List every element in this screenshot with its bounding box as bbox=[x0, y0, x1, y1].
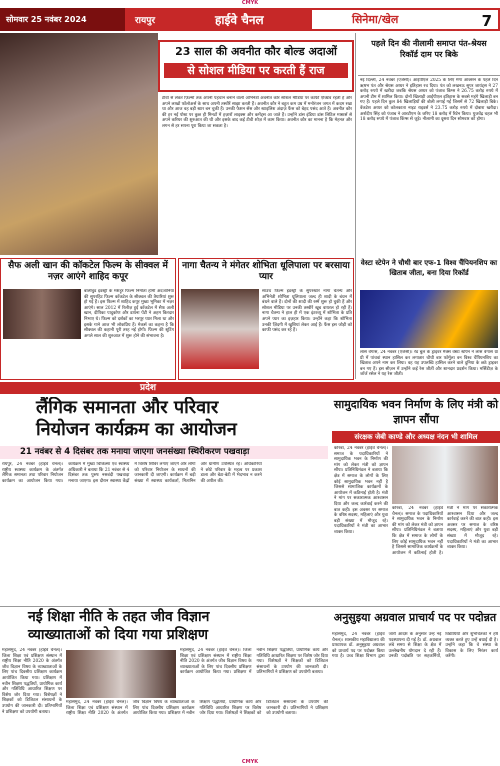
shiksha-body-col3: महासमुंद, 24 नवंबर (हाईवे चैनल)। जिला शिक्षा एवं प्रशिक्षण संस्थान में राष्ट्रीय शिक्षा नीति 2020 के अंतर्गत जीव विज्ञान विषय के व्याख्याताओं के लिए पांच दिवसीय प्रशिक्षण कार्यक्रम आयोजित किया गया। प्रशिक्षण में नवीन शिक्षण पद्धतियों, प्रायोगिक कार्य और गतिविधि आधारित शिक्षण पर विशेष जोर दिया गया। विशेषज्ञों ने शिक्षकों को डिजिटल संसाधनों के उपयोग की जानकारी दी। प्रतिभागियों ने प्रशिक्षण को उपयोगी बताया। bbox=[180, 648, 328, 676]
shiksha-headline-line1: नई शिक्षा नीति के तहत जीव विज्ञान bbox=[28, 609, 210, 625]
page-number: 7 bbox=[481, 12, 492, 30]
lead-body: टीवी से लेकर फ़िल्मों तक अपनी पहचान बनाने वाली अभिनेत्री अवनीत कौर सोशल मीडिया पर काफी एक्टिव रहती हैं और अपने लाखों फॉलोअर्स के साथ अपनी तस्वीरें साझा करती हैं। अवनीत कौर ने बहुत कम उम्र में मनोरंजन जगत में कदम रखा था और आज वह बड़ी स्टार बन चुकी हैं। उनकी फैशन सेंस और स्टाइलिश अंदाज़ फैंस को बेहद पसंद आते हैं। अवनीत कौर की हर नई पोस्ट पर कुछ ही मिनटों में हज़ारों लाइक्स और कमेंट्स आ जाते हैं। उन्होंने डांस इंडिया डांस लिटिल मास्टर्स से अपने करियर की शुरुआत की थी और इसके बाद कई टीवी शोज़ में काम किया। अवनीत कौर का मानना है कि मेहनत और लगन से हर सपना पूरा किया जा सकता है। bbox=[162, 96, 352, 129]
lead-headline-line2: से सोशल मीडिया पर करती हैं राज bbox=[164, 63, 348, 78]
saif-headline: सैफ अली खान की कॉकटेल फिल्म के सीक्वल में नज़र आएंगे शाहिद कपूर bbox=[8, 261, 168, 282]
f1-photo bbox=[360, 290, 498, 348]
section-logo: हाईवे चैनल bbox=[215, 13, 264, 27]
section-band: प्रदेश bbox=[0, 382, 500, 394]
cmyk-bottom: CMYK bbox=[241, 759, 259, 765]
saif-body: बॉलीवुड इंडस्ट्री के मशहूर फिल्म निर्माता होमी अदजानिया की सुपरहिट फिल्म कॉकटेल के सीक्वल की तैयारियां शुरू हो गई हैं। इस फिल्म में शाहिद कपूर मुख्य भूमिका में नज़र आएंगे। साल 2012 में रिलीज़ हुई कॉकटेल में सैफ अली खान, दीपिका पादुकोण और डायना पेंटी ने अहम किरदार निभाए थे। फिल्म को दर्शकों का भरपूर प्यार मिला था और इसके गाने आज भी लोकप्रिय हैं। मेकर्स का कहना है कि सीक्वल की कहानी पूरी तरह नई होगी। फिल्म की शूटिंग अगले साल की शुरुआत में शुरू होने की संभावना है। bbox=[84, 289, 174, 339]
f1-body: लास वेगास, 24 नवंबर (एजेंसी)। रेड बुल के ड्राइवर मैक्स वेस्टा स्टेपेन ने लास वेगास ग्रां प्री में पांचवां स्थान हासिल कर लगातार चौथी बार फॉर्मूला वन विश्व चैंपियनशिप का खिताब अपने नाम कर लिया। वह यह उपलब्धि हासिल करने वाले दुनिया के छठे ड्राइवर बन गए हैं। इस सीज़न में उन्होंने कई रेस जीतीं और शानदार प्रदर्शन किया। मर्सिडीज़ के जॉर्ज रसेल ने यह रेस जीती। bbox=[360, 350, 498, 378]
shiksha-headline bbox=[0, 608, 330, 646]
gender-headline-line2: नियोजन कार्यक्रम का आयोजन bbox=[36, 419, 237, 440]
saif-photo bbox=[3, 289, 81, 339]
column-rule bbox=[355, 33, 356, 379]
section-divider bbox=[0, 606, 500, 607]
ipl-body: नई दिल्ली, 24 नवंबर (एजेंसी)। आईपीएल 2025 के लिए मेगा ऑक्शन के पहले दिन ऋषभ पंत और श्रेयस अय्यर ने इतिहास रच दिया। पंत को लखनऊ सुपर जायंट्स ने 27 करोड़ रुपये में खरीदा जबकि श्रेयस अय्यर को पंजाब किंग्स ने 26.75 करोड़ रुपये में अपनी टीम में शामिल किया। दोनों खिलाड़ी आईपीएल इतिहास के सबसे महंगे खिलाड़ी बन गए हैं। पहले दिन कुल 84 खिलाड़ियों की बोली लगाई गई जिसमें से 72 खिलाड़ी बिके। वेंकटेश अय्यर को कोलकाता नाइट राइडर्स ने 23.75 करोड़ रुपये में दोबारा खरीदा। अर्शदीप सिंह को पंजाब ने आरटीएम के जरिए 18 करोड़ में रिटेन किया। युजवेंद्र चहल भी 18 करोड़ रुपये में पंजाब किंग्स से जुड़े। नीलामी का दूसरा दिन सोमवार को होगा। bbox=[360, 78, 498, 123]
naga-photo bbox=[181, 289, 259, 369]
naga-box bbox=[178, 258, 354, 380]
lead-headline bbox=[158, 40, 354, 92]
samudayik-photo bbox=[392, 446, 498, 504]
lead-headline-line1: 23 साल की अवनीत कौर बोल्ड अदाओं bbox=[175, 45, 337, 58]
gender-body: रायपुर, 24 नवंबर (हाईवे चैनल)। राष्ट्रीय स्वास्थ्य कार्यक्रम के अंतर्गत लैंगिक समानता तथा परिवार नियोजन कार्यक्रम का आयोजन किया गया। कार्यक्रम में मुख्य चिकित्सा एवं स्वास्थ्य अधिकारी ने बताया कि 21 नवंबर से 4 दिसंबर तक पुरुष नसबंदी पखवाड़ा मनाया जाएगा। इस दौरान स्वास्थ्य केंद्रों में विशेष शिविर लगाए जाएंगे और लोगों को परिवार नियोजन के साधनों की जानकारी दी जाएगी। कार्यक्रम में बड़ी संख्या में स्वास्थ्य कार्यकर्ता, मितानिन और ग्रामीण उपस्थित रहे। अधिकारियों ने छोटे परिवार के महत्व पर प्रकाश डाला और बेटा-बेटी में भेदभाव न करने की अपील की। bbox=[2, 462, 262, 484]
naga-headline: नागा चैतन्य ने मंगेतर शोभिता धूलिपाला पर बरसाया प्यार bbox=[182, 261, 350, 282]
shiksha-headline-line2: व्याख्याताओं को दिया गया प्रशिक्षण bbox=[28, 627, 208, 643]
cmyk-top: CMYK bbox=[241, 0, 259, 6]
gender-headline-line1: लैंगिक समानता और परिवार bbox=[36, 397, 219, 418]
city-name: रायपुर bbox=[135, 16, 156, 26]
naga-body: साउथ फिल्म इंडस्ट्री के सुपरस्टार नागा चैतन्य और अभिनेत्री शोभिता धूलिपाला जल्द ही शादी के बंधन में बंधने वाले हैं। दोनों की शादी की रस्में शुरू हो चुकी हैं और सोशल मीडिया पर उनकी तस्वीरें खूब वायरल हो रही हैं। नागा चैतन्य ने हाल ही में एक इंटरव्यू में शोभिता के प्रति अपने प्यार का इज़हार किया। उन्होंने कहा कि शोभिता उनकी ज़िंदगी में खुशियां लेकर आई हैं। फैंस इस जोड़ी को काफी पसंद कर रहे हैं। bbox=[262, 289, 352, 334]
shiksha-body-col2: महासमुंद, 24 नवंबर (हाईवे चैनल)। जिला शिक्षा एवं प्रशिक्षण संस्थान में राष्ट्रीय शिक्षा नीति 2020 के अंतर्गत जीव विज्ञान विषय के व्याख्याताओं के लिए पांच दिवसीय प्रशिक्षण कार्यक्रम आयोजित किया गया। प्रशिक्षण में नवीन शिक्षण पद्धतियों, प्रायोगिक कार्य और गतिविधि आधारित शिक्षण पर विशेष जोर दिया गया। विशेषज्ञों ने शिक्षकों को डिजिटल संसाधनों के उपयोग की जानकारी दी। प्रतिभागियों ने प्रशिक्षण को उपयोगी बताया। bbox=[66, 700, 328, 717]
samudayik-headline: सामुदायिक भवन निर्माण के लिए मंत्री को ज्ञापन सौंपा bbox=[333, 398, 499, 426]
f1-headline: वेस्टा स्टेपेन ने चौथी बार एफ-1 विश्व चैंपियनशिप का खिताब जीता, बना दिया रिकॉर्ड bbox=[360, 259, 498, 277]
issue-date: सोमवार 25 नवंबर 2024 bbox=[0, 8, 125, 31]
masthead bbox=[0, 8, 500, 31]
anusuiya-body: महासमुंद, 24 नवंबर (हाईवे चैनल)। शासकीय महाविद्यालय की प्राध्यापक डॉ. अनुसुइया अग्रवाल को प्राचार्य पद पर पदोन्नत किया गया है। उच्च शिक्षा विभाग द्वारा जारी आदेश के अनुसार उन्हें नई पदस्थापना दी गई है। डॉ. अग्रवाल लंबे समय से शिक्षा के क्षेत्र में उल्लेखनीय योगदान दे रही हैं। उनकी पदोन्नति पर सहकर्मियों, विद्यार्थियों और शुभचिंतकों ने हर्ष व्यक्त करते हुए उन्हें बधाई दी है। उन्होंने कहा कि वे संस्था के विकास के लिए निरंतर कार्य करेंगी। bbox=[332, 632, 498, 660]
saif-box bbox=[0, 258, 176, 380]
gender-headline bbox=[0, 397, 328, 445]
right-section-title: सिनेमा/खेल bbox=[352, 13, 399, 26]
ipl-headline: पहले दिन की नीलामी समाप्त पंत-श्रेयस रिकॉर्ड दाम पर बिके bbox=[358, 36, 500, 76]
samudayik-body-col1: कोरबा, 24 नवंबर (हाईवे चैनल)। समाज के पदाधिकारियों ने सामुदायिक भवन के निर्माण की मांग को लेकर मंत्री को ज्ञापन सौंपा। प्रतिनिधिमंडल ने बताया कि क्षेत्र में समाज के लोगों के लिए कोई सामुदायिक भवन नहीं है जिससे सामाजिक कार्यक्रमों के आयोजन में कठिनाई होती है। मंत्री ने मांग पर सकारात्मक आश्वासन दिया और जल्द कार्रवाई करने की बात कही। इस अवसर पर समाज के वरिष्ठ सदस्य, महिलाएं और युवा बड़ी संख्या में मौजूद रहे। पदाधिकारियों ने मंत्री का आभार व्यक्त किया। bbox=[334, 446, 388, 535]
avneet-photo bbox=[0, 33, 158, 255]
samudayik-subhead: संरक्षक जेबी काण्डे और अध्यक्ष नंदन भी शामिल bbox=[332, 431, 500, 443]
anusuiya-headline: अनुसुइया अग्रवाल प्राचार्य पद पर पदोन्नत bbox=[330, 608, 500, 628]
gender-subhead: 21 नवंबर से 4 दिसंबर तक मनाया जाएगा जनसंख्या स्थिरीकरण पखवाड़ा bbox=[0, 446, 328, 459]
shiksha-body-col1: महासमुंद, 24 नवंबर (हाईवे चैनल)। जिला शिक्षा एवं प्रशिक्षण संस्थान में राष्ट्रीय शिक्षा नीति 2020 के अंतर्गत जीव विज्ञान विषय के व्याख्याताओं के लिए पांच दिवसीय प्रशिक्षण कार्यक्रम आयोजित किया गया। प्रशिक्षण में नवीन शिक्षण पद्धतियों, प्रायोगिक कार्य और गतिविधि आधारित शिक्षण पर विशेष जोर दिया गया। विशेषज्ञों ने शिक्षकों को डिजिटल संसाधनों के उपयोग की जानकारी दी। प्रतिभागियों ने प्रशिक्षण को उपयोगी बताया। bbox=[2, 648, 62, 715]
right-section-banner bbox=[310, 8, 500, 31]
shiksha-photo bbox=[66, 650, 176, 698]
samudayik-body-col2: कोरबा, 24 नवंबर (हाईवे चैनल)। समाज के पदाधिकारियों ने सामुदायिक भवन के निर्माण की मांग को लेकर मंत्री को ज्ञापन सौंपा। प्रतिनिधिमंडल ने बताया कि क्षेत्र में समाज के लोगों के लिए कोई सामुदायिक भवन नहीं है जिससे सामाजिक कार्यक्रमों के आयोजन में कठिनाई होती है। मंत्री ने मांग पर सकारात्मक आश्वासन दिया और जल्द कार्रवाई करने की बात कही। इस अवसर पर समाज के वरिष्ठ सदस्य, महिलाएं और युवा बड़ी संख्या में मौजूद रहे। पदाधिकारियों ने मंत्री का आभार व्यक्त किया। bbox=[392, 506, 498, 556]
